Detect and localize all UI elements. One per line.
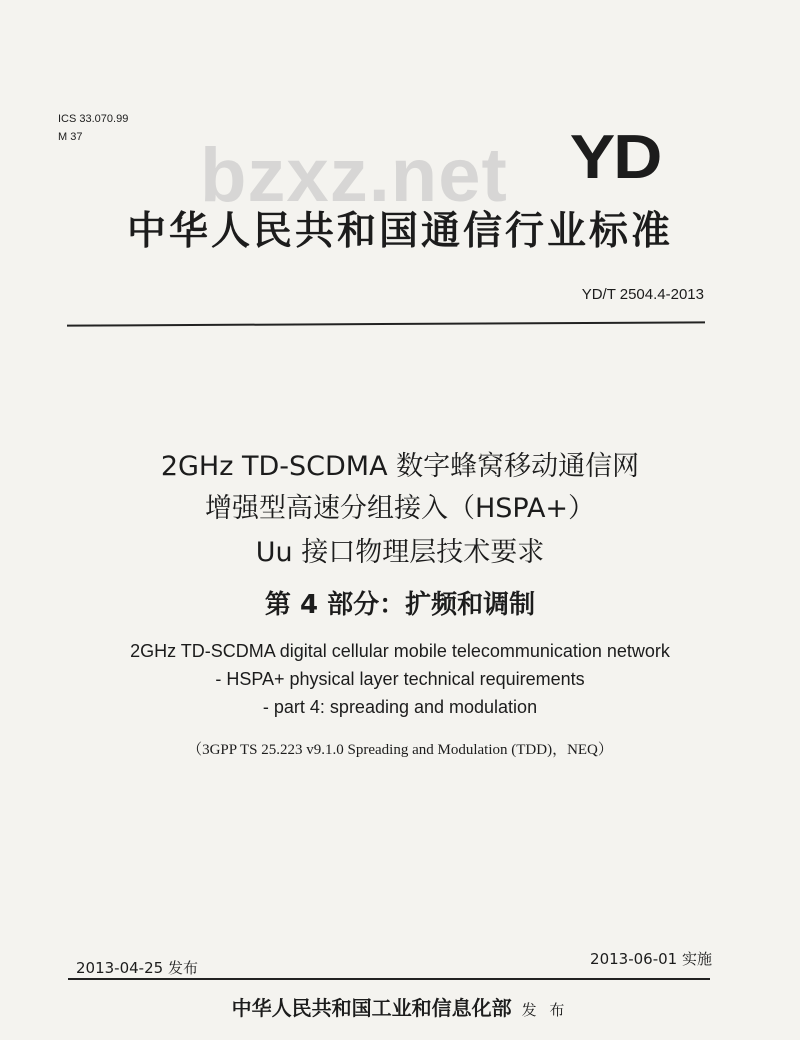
standard-number: YD/T 2504.4-2013 — [581, 286, 704, 303]
ics-code: ICS 33.070.99 — [58, 113, 129, 125]
document-title-line-3: Uu 接口物理层技术要求 — [255, 537, 545, 568]
english-title-line-3: - part 4: spreading and modulation — [262, 697, 538, 717]
ministry-suffix: 发 布 — [521, 1001, 569, 1019]
issue-date: 2013-04-25 发布 — [76, 959, 198, 977]
document-part-title: 第 4 部分：扩频和调制 — [264, 590, 536, 620]
document-title-line-2: 增强型高速分组接入（HSPA+） — [204, 493, 596, 524]
standard-mark-logo: YD — [569, 123, 660, 192]
document-title-line-1: 2GHz TD-SCDMA 数字蜂窝移动通信网 — [160, 451, 640, 482]
english-title-line-1: 2GHz TD-SCDMA digital cellular mobile telecommunication network — [130, 641, 670, 661]
footer-divider — [68, 978, 710, 980]
reference-standard: （3GPP TS 25.223 v9.1.0 Spreading and Modulation (TDD)，NEQ） — [187, 742, 613, 758]
implementation-date: 2013-06-01 实施 — [590, 950, 712, 968]
standard-category-title: 中华人民共和国通信行业标准 — [126, 209, 673, 254]
issuing-authority — [0, 992, 800, 1021]
ministry-name: 中华人民共和国工业和信息化部 — [231, 996, 512, 1020]
english-title-line-2: - HSPA+ physical layer technical requirements — [215, 669, 585, 689]
watermark: bzxz.net — [200, 133, 508, 218]
ccs-code: M 37 — [58, 131, 83, 143]
classification-codes — [58, 110, 128, 146]
header-divider — [67, 321, 705, 326]
